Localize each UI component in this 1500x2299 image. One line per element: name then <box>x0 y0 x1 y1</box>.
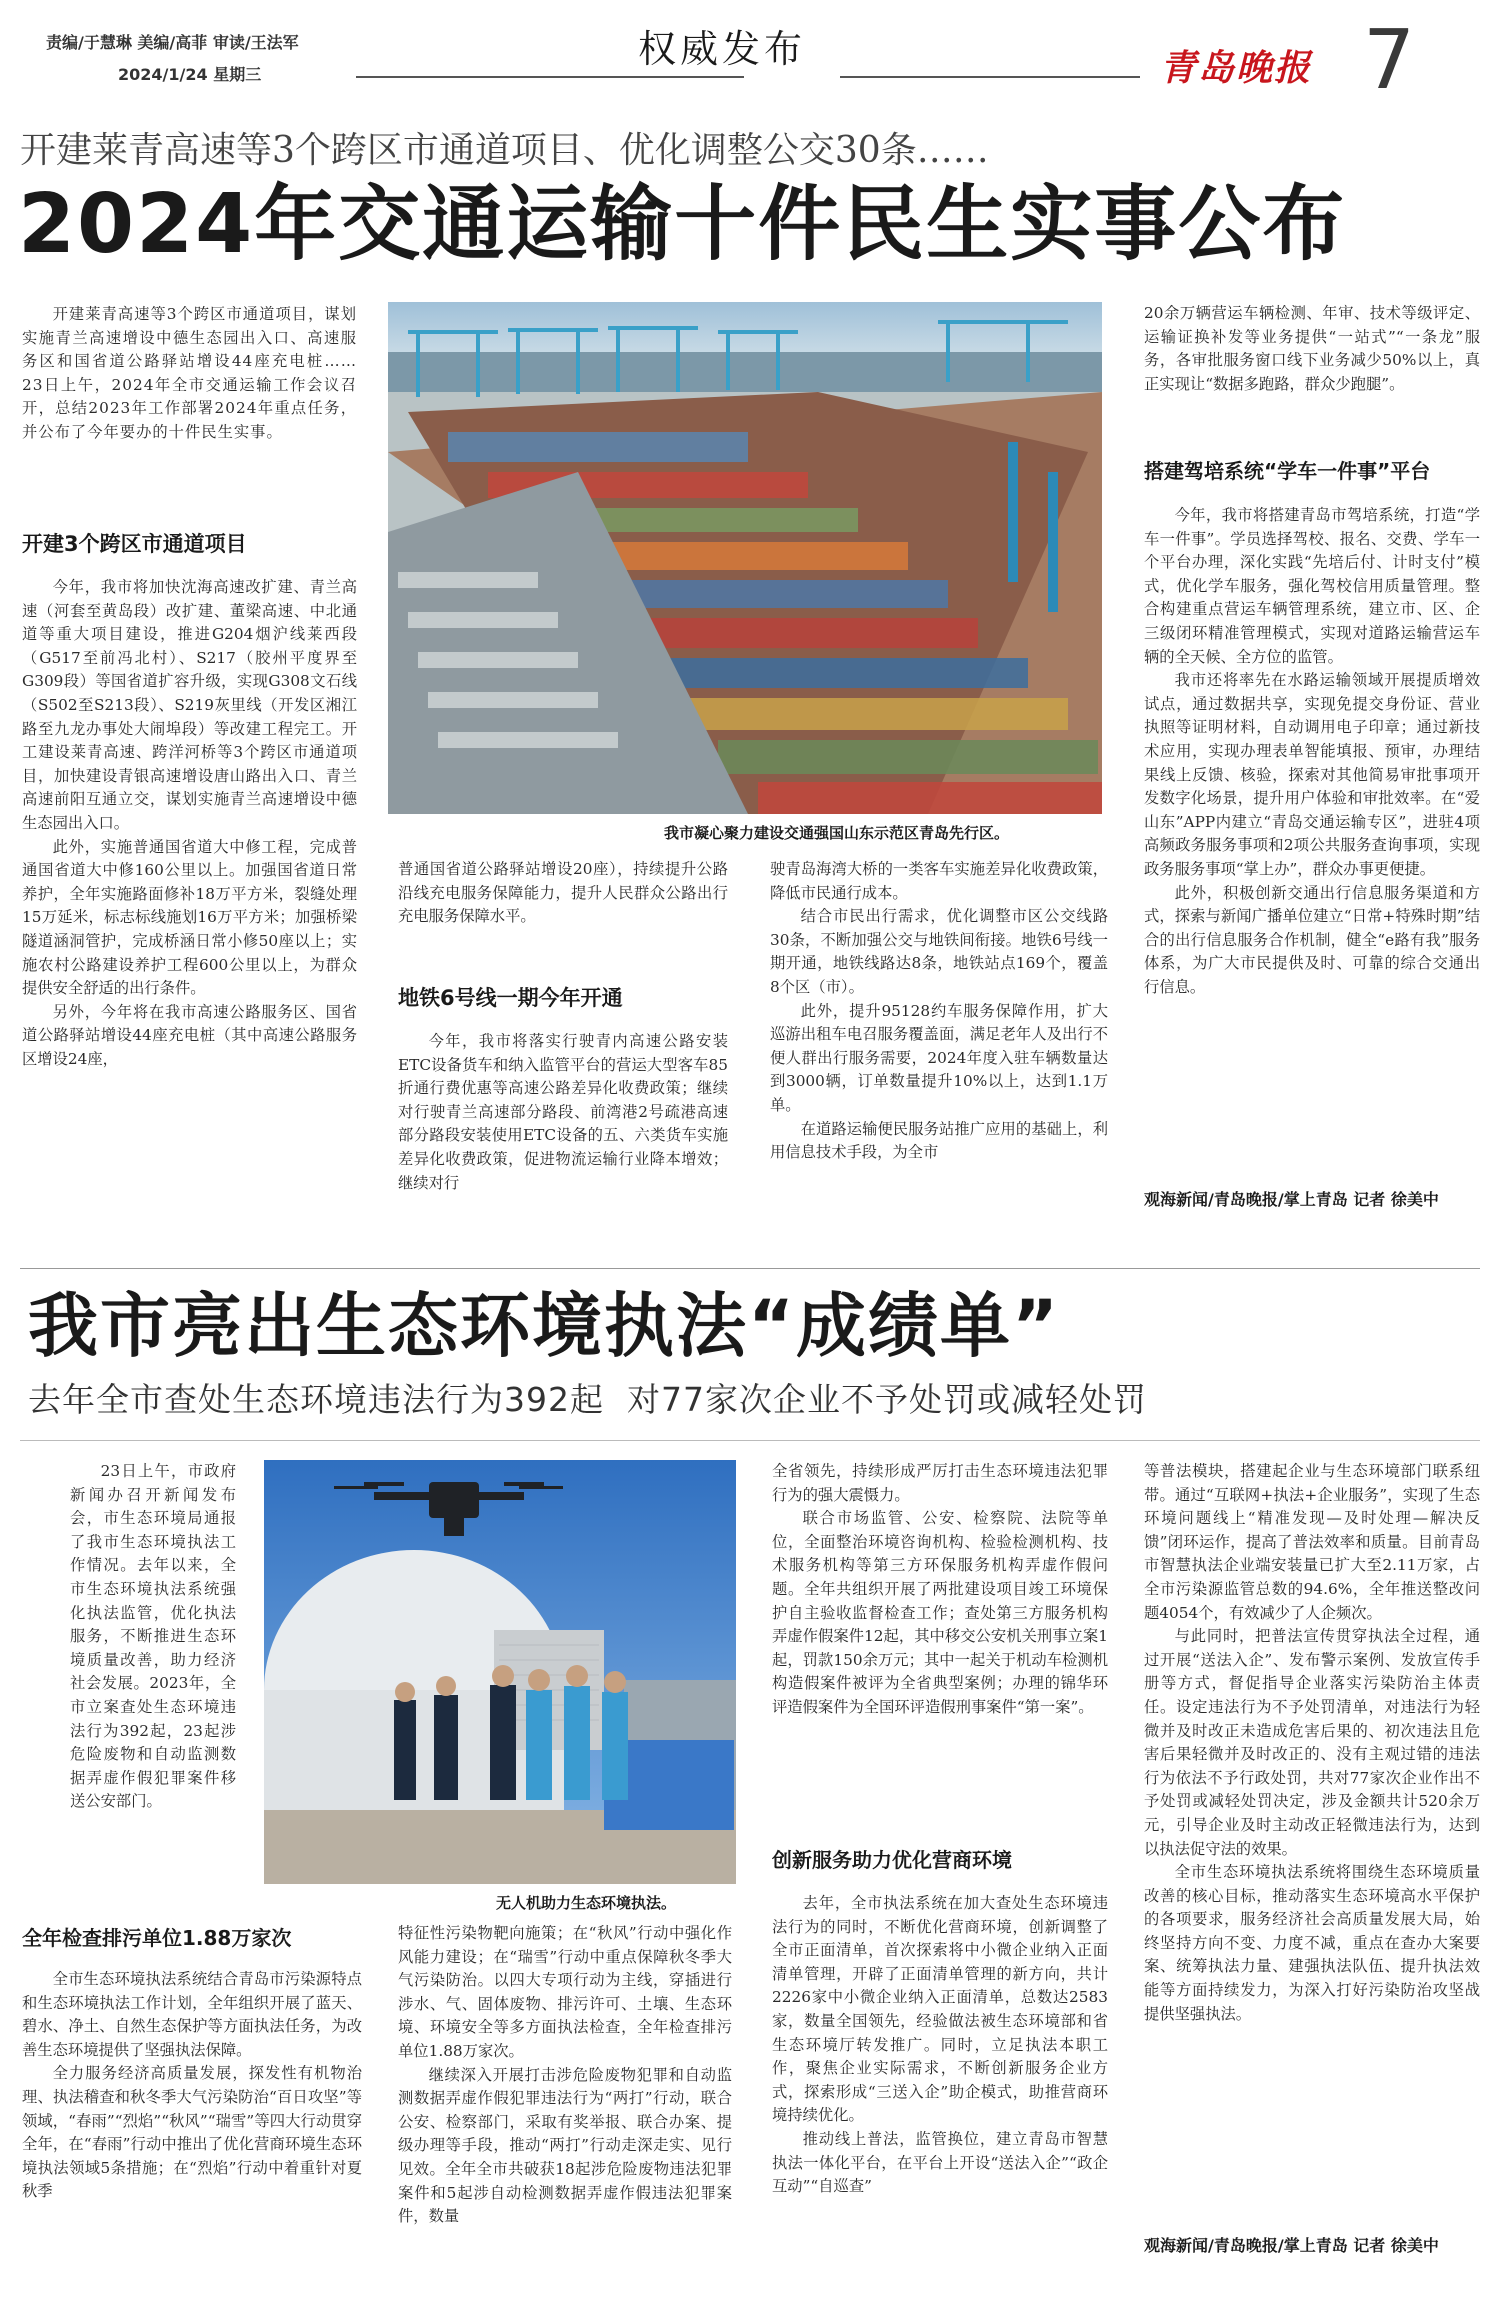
article1-subhead-corridor: 开建3个跨区市通道项目 <box>22 532 247 556</box>
article2-top-rule <box>20 1440 1480 1441</box>
article1-subhead-driving: 搭建驾培系统“学车一件事”平台 <box>1144 459 1431 483</box>
article1-col4-body2: 今年，我市将搭建青岛市驾培系统，打造“学车一件事”。学员选择驾校、报名、交费、学车一个平台办理，深化实践“先培后付、计时支付”模式，优化学车服务，强化驾校信用质量管理。整合构建重点营运车辆管理系统，建立市、区、企三级闭环精准管理模式，实现对道路运输营运车辆的全天候、全方位的监管。 我市还将率先在水路运输领域开展提质增效试点，通过数据共享，实现免提交身份证、营业执照等证明材料，自动调用电子印章；通过新技术应用，实现办理表单智能填报、预审，办理结果线上反馈、核验，探索对其他简易审批事项开发数字化场景，提升用户体验和审批效率。在“爱山东”APP内建立“青岛交通运输专区”，进驻4项高频政务服务事项和2项公共服务查询事项，实现政务服务事项“掌上办”，群众办事更便捷。 此外，积极创新交通出行信息服务渠道和方式，探索与新闻广播单位建立“日常+特殊时期”结合的出行信息服务合作机制，健全“e路有我”服务体系，为广大市民提供及时、可靠的综合交通出行信息。 <box>1144 506 1480 996</box>
header-rule-right <box>840 76 1140 78</box>
article1-col2-body2: 今年，我市将落实行驶青内高速公路安装ETC设备货车和纳入监管平台的营运大型客车85折通行费优惠等高速公路差异化收费政策；继续对行驶青兰高速部分路段、前湾港2号疏港高速部分路段安装使用ETC设备的五、六类货车实施差异化收费政策，促进物流运输行业降本增效；继续对行 <box>398 1032 728 1192</box>
article2-col1-body: 全市生态环境执法系统结合青岛市污染源特点和生态环境执法工作计划，全年组织开展了蓝天、碧水、净土、自然生态保护等方面执法任务，为改善生态环境提供了坚强执法保障。 全力服务经济高质量发展，探发性有机物治理、执法稽查和秋冬季大气污染防治“百日攻坚”等领域，“春雨”“烈焰”“秋风”“瑞雪”等四大行动贯穿全年，在“春雨”行动中推出了优化营商环境生态环境执法领域5条措施；在“烈焰”行动中着重针对夏秋季 <box>22 1970 362 2201</box>
article2-subheadline: 去年全市查处生态环境违法行为392起 对77家次企业不予处罚或减轻处罚 <box>28 1380 1147 1419</box>
page-number: 7 <box>1363 13 1416 108</box>
drone-photo-caption: 无人机助力生态环境执法。 <box>496 1894 677 1912</box>
article2-col2-body: 特征性污染物靶向施策；在“秋风”行动中强化作风能力建设；在“瑞雪”行动中重点保障秋冬季大气污染防治。以四大专项行动为主线，穿插进行涉水、气、固体废物、排污许可、土壤、生态环境、环境安全等多方面执法检查，全年检查排污单位1.88万家次。 继续深入开展打击涉危险废物犯罪和自动监测数据弄虚作假犯罪违法行为“两打”行动，联合公安、检察部门，采取有奖举报、联合办案、提级办理等手段，推动“两打”行动走深走实、见行见效。全年全市共破获18起涉危险废物违法犯罪案件和5起涉自动检测数据弄虚作假违法犯罪案件，数量 <box>398 1924 732 2226</box>
article2-subhead-service: 创新服务助力优化营商环境 <box>772 1848 1012 1872</box>
port-aerial-photo <box>388 302 1102 814</box>
port-photo-caption: 我市凝心聚力建设交通强国山东示范区青岛先行区。 <box>664 824 1010 842</box>
article2-byline: 观海新闻/青岛晚报/掌上青岛 记者 徐美中 <box>1144 2236 1439 2255</box>
editors-line: 责编/于慧琳 美编/高菲 审读/王法军 <box>46 33 299 52</box>
paper-logo: 青岛晚报 <box>1160 47 1313 89</box>
issue-date: 2024/1/24 星期三 <box>118 65 262 84</box>
article1-subhead-metro: 地铁6号线一期今年开通 <box>398 986 623 1010</box>
article1-kicker: 开建莱青高速等3个跨区市通道项目、优化调整公交30条…… <box>20 130 989 171</box>
article1-lead: 开建莱青高速等3个跨区市通道项目，谋划实施青兰高速增设中德生态园出入口、高速服务区和国省道公路驿站增设44座充电桩……23日上午，2024年全市交通运输工作会议召开，总结2023年工作部署2024年重点任务，并公布了今年要办的十件民生实事。 <box>22 305 357 441</box>
article1-col2-body: 普通国省道公路驿站增设20座），持续提升公路沿线充电服务保障能力，提升人民群众公路出行充电服务保障水平。 <box>398 860 728 926</box>
section-title: 权威发布 <box>638 27 807 71</box>
article2-headline: 我市亮出生态环境执法“成绩单” <box>28 1285 1061 1367</box>
header-rule-left <box>356 76 744 78</box>
article2-subhead-inspection: 全年检查排污单位1.88万家次 <box>22 1926 292 1950</box>
article1-byline: 观海新闻/青岛晚报/掌上青岛 记者 徐美中 <box>1144 1190 1439 1209</box>
article2-col4-body: 等普法模块，搭建起企业与生态环境部门联系纽带。通过“互联网+执法+企业服务”，实现了生态环境问题线上“精准发现—及时处理—解决反馈”闭环运作，提高了普法效率和质量。目前青岛市智慧执法企业端安装量已扩大至2.11万家，占全市污染源监管总数的94.6%，全年推送整改问题4054个，有效减少了人企频次。 与此同时，把普法宣传贯穿执法全过程，通过开展“送法入企”、发布警示案例、发放宣传手册等方式，督促指导企业落实污染防治主体责任。设定违法行为不予处罚清单，对违法行为轻微并及时改正未造成危害后果的、初次违法且危害后果轻微并及时改正的、没有主观过错的违法行为依法不予行政处罚，共对77家次企业作出不予处罚或减轻处罚决定，涉及金额共计520余万元，引导企业及时主动改正轻微违法行为，达到以执法促守法的效果。 全市生态环境执法系统将围绕生态环境质量改善的核心目标，推动落实生态环境高水平保护的各项要求，服务经济社会高质量发展大局，始终坚持方向不变、力度不减，重点在查办大案要案、统筹执法力量、建强执法队伍、提升执法效能等方面持续发力，为深入打好污染防治攻坚战提供坚强执法。 <box>1144 1462 1480 2023</box>
article1-col4-body: 20余万辆营运车辆检测、年审、技术等级评定、运输证换补发等业务提供“一站式”“一条龙”服务，各审批服务窗口线下业务减少50%以上，真正实现让“数据多跑路，群众少跑腿”。 <box>1144 304 1480 393</box>
article1-col1-body: 今年，我市将加快沈海高速改扩建、青兰高速（河套至黄岛段）改扩建、董梁高速、中北通道等重大项目建设，推进G204烟沪线莱西段（G517至前冯北村）、S217（胶州平度界至G309段）等国省道扩容升级，实现G308文石线（S502至S213段）、S219灰里线（开发区湘江路至九龙办事处大闹埠段）等改建工程完工。开工建设莱青高速、跨洋河桥等3个跨区市通道项目，加快建设青银高速增设唐山路出入口、青兰高速前阳互通立交，谋划实施青兰高速增设中德生态园出入口。 此外，实施普通国省道大中修工程，完成普通国省道大中修160公里以上。加强国省道日常养护，全年实施路面修补18万平方米，裂缝处理15万延米，标志标线施划16万平方米；加强桥梁隧道涵洞管护，完成桥涵日常小修50座以上；实施农村公路建设养护工程600公里以上，为群众提供安全舒适的出行条件。 另外，今年将在我市高速公路服务区、国省道公路驿站增设44座充电桩（其中高速公路服务区增设24座， <box>22 578 357 1068</box>
article1-headline: 2024年交通运输十件民生实事公布 <box>18 177 1347 272</box>
article-divider <box>20 1268 1480 1269</box>
article2-col3-body: 全省领先，持续形成严厉打击生态环境违法犯罪行为的强大震慑力。 联合市场监管、公安、检察院、法院等单位，全面整治环境咨询机构、检验检测机构、技术服务机构等第三方环保服务机构弄虚作假问题。全年共组织开展了两批建设项目竣工环境保护自主验收监督检查工作；查处第三方服务机构弄虚作假案件12起，其中移交公安机关刑事立案1起，罚款150余万元；其中一起关于机动车检测机构造假案件被评为全省典型案例；办理的锦华环评造假案件为全国环评造假刑事案件“第一案”。 <box>772 1462 1108 1716</box>
article1-col3-body: 驶青岛海湾大桥的一类客车实施差异化收费政策，降低市民通行成本。 结合市民出行需求，优化调整市区公交线路30条，不断加强公交与地铁间衔接。地铁6号线一期开通，地铁线路达8条，地铁站点169个，覆盖8个区（市）。 此外，提升95128约车服务保障作用，扩大巡游出租车电召服务覆盖面，满足老年人及出行不便人群出行服务需要，2024年度入驻车辆数量达到3000辆，订单数量提升10%以上，达到1.1万单。 在道路运输便民服务站推广应用的基础上，利用信息技术手段，为全市 <box>770 860 1108 1162</box>
drone-photo <box>264 1460 736 1884</box>
article2-col3-body2: 去年，全市执法系统在加大查处生态环境违法行为的同时，不断优化营商环境，创新调整了全市正面清单，首次探索将中小微企业纳入正面清单管理，开辟了正面清单管理的新方向，共计2226家中小微企业纳入正面清单，总数达2583家，数量全国领先，经验做法被生态环境部和省生态环境厅转发推广。同时，立足执法本职工作，聚焦企业实际需求，不断创新服务企业方式，探索形成“三送入企”助企模式，助推营商环境持续优化。 推动线上普法，监管换位，建立青岛市智慧执法一体化平台，在平台上开设“送法入企”“政企互动”“自巡查” <box>772 1894 1108 2196</box>
article2-lead: 23日上午，市政府新闻办召开新闻发布会，市生态环境局通报了我市生态环境执法工作情况。去年以来，全市生态环境执法系统强化执法监管，优化执法服务，不断推进生态环境质量改善，助力经济社会发展。2023年，全市立案查处生态环境违法行为392起，23起涉危险废物和自动监测数据弄虚作假犯罪案件移送公安部门。 <box>70 1462 236 1811</box>
